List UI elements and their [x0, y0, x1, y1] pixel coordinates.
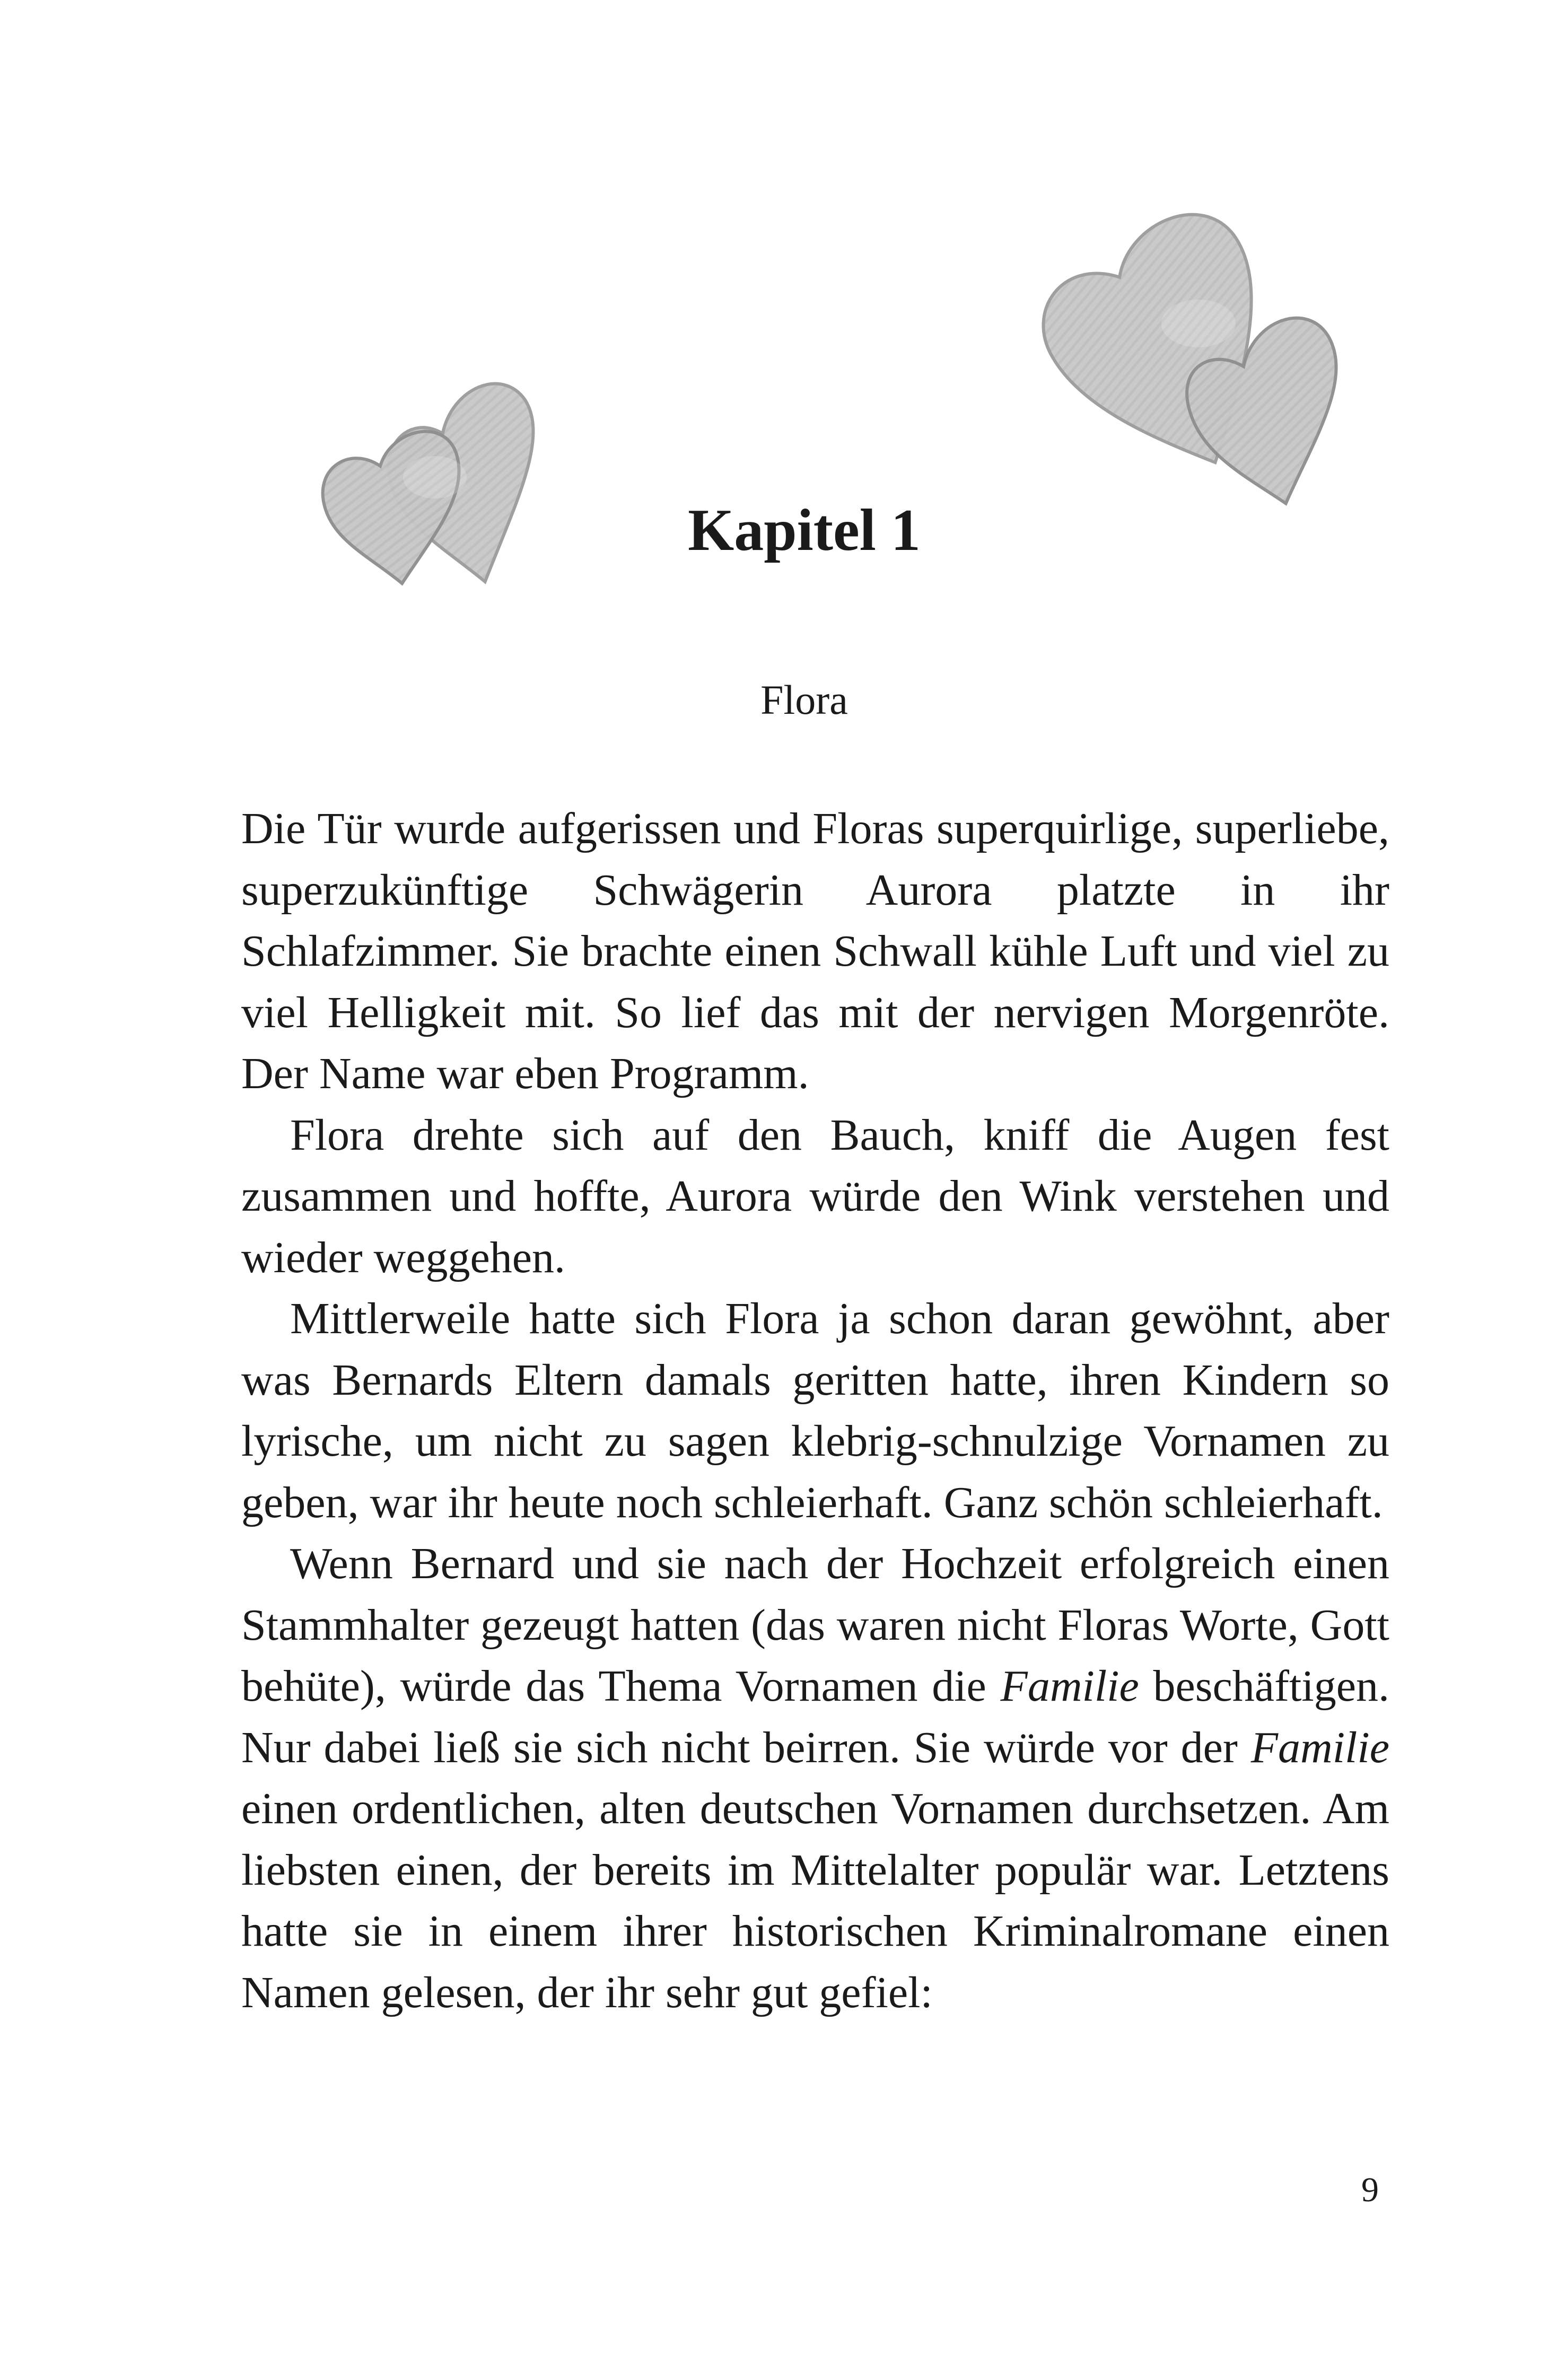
emphasized-word: Familie: [1000, 1661, 1139, 1711]
page-number: 9: [1361, 2171, 1379, 2209]
chapter-title: Kapitel 1: [688, 497, 921, 563]
paragraph: [241, 1288, 1389, 1533]
paragraph: [241, 1105, 1389, 1289]
paragraph: [241, 1533, 1389, 2023]
paragraph-text: einen ordentlichen, alten deutschen Vornamen durchsetzen. Am liebsten einen, der bereits im Mittelalter populär war. Letztens hatte sie in einem ihrer historischen Kriminalromane einen Namen gelesen, der ihr sehr gut gefiel:: [241, 1784, 1389, 2017]
paragraph: [241, 798, 1389, 1105]
paragraph-text: Die Tür wurde aufgerissen und Floras superquirlige, superliebe, superzukünftige Schwägerin Aurora platzte in ihr Schlafzimmer. Sie brachte einen Schwall kühle Luft und viel zu viel Helligkeit mit. So lief das mit der nervigen Morgenröte. Der Name war eben Programm.: [241, 804, 1389, 1098]
emphasized-word: Familie: [1250, 1722, 1389, 1772]
paragraph-text: Flora drehte sich auf den Bauch, kniff die Augen fest zusammen und hoffte, Aurora würde den Wink verstehen und wieder weggehen.: [241, 1110, 1389, 1282]
paragraph-text: Mittlerweile hatte sich Flora ja schon daran gewöhnt, aber was Bernards Eltern damals geritten hatte, ihren Kindern so lyrische, um nicht zu sagen klebrig-schnulzige Vornamen zu geben, war ihr heute noch schleierhaft. Ganz schön schleierhaft.: [241, 1294, 1389, 1527]
paragraph-text: beschäftigen. Nur dabei ließ sie sich nicht beirren. Sie würde vor der: [241, 1661, 1389, 1772]
paragraph-text: Wenn Bernard und sie nach der Hochzeit erfolgreich einen Stammhalter gezeugt hatten (das waren nicht Floras Worte, Gott behüte), würde das Thema Vornamen die: [241, 1539, 1389, 1711]
chapter-body: [241, 798, 1389, 2023]
watercolor-hearts-right-icon: [1039, 207, 1379, 520]
chapter-pov-name: Flora: [760, 677, 848, 723]
